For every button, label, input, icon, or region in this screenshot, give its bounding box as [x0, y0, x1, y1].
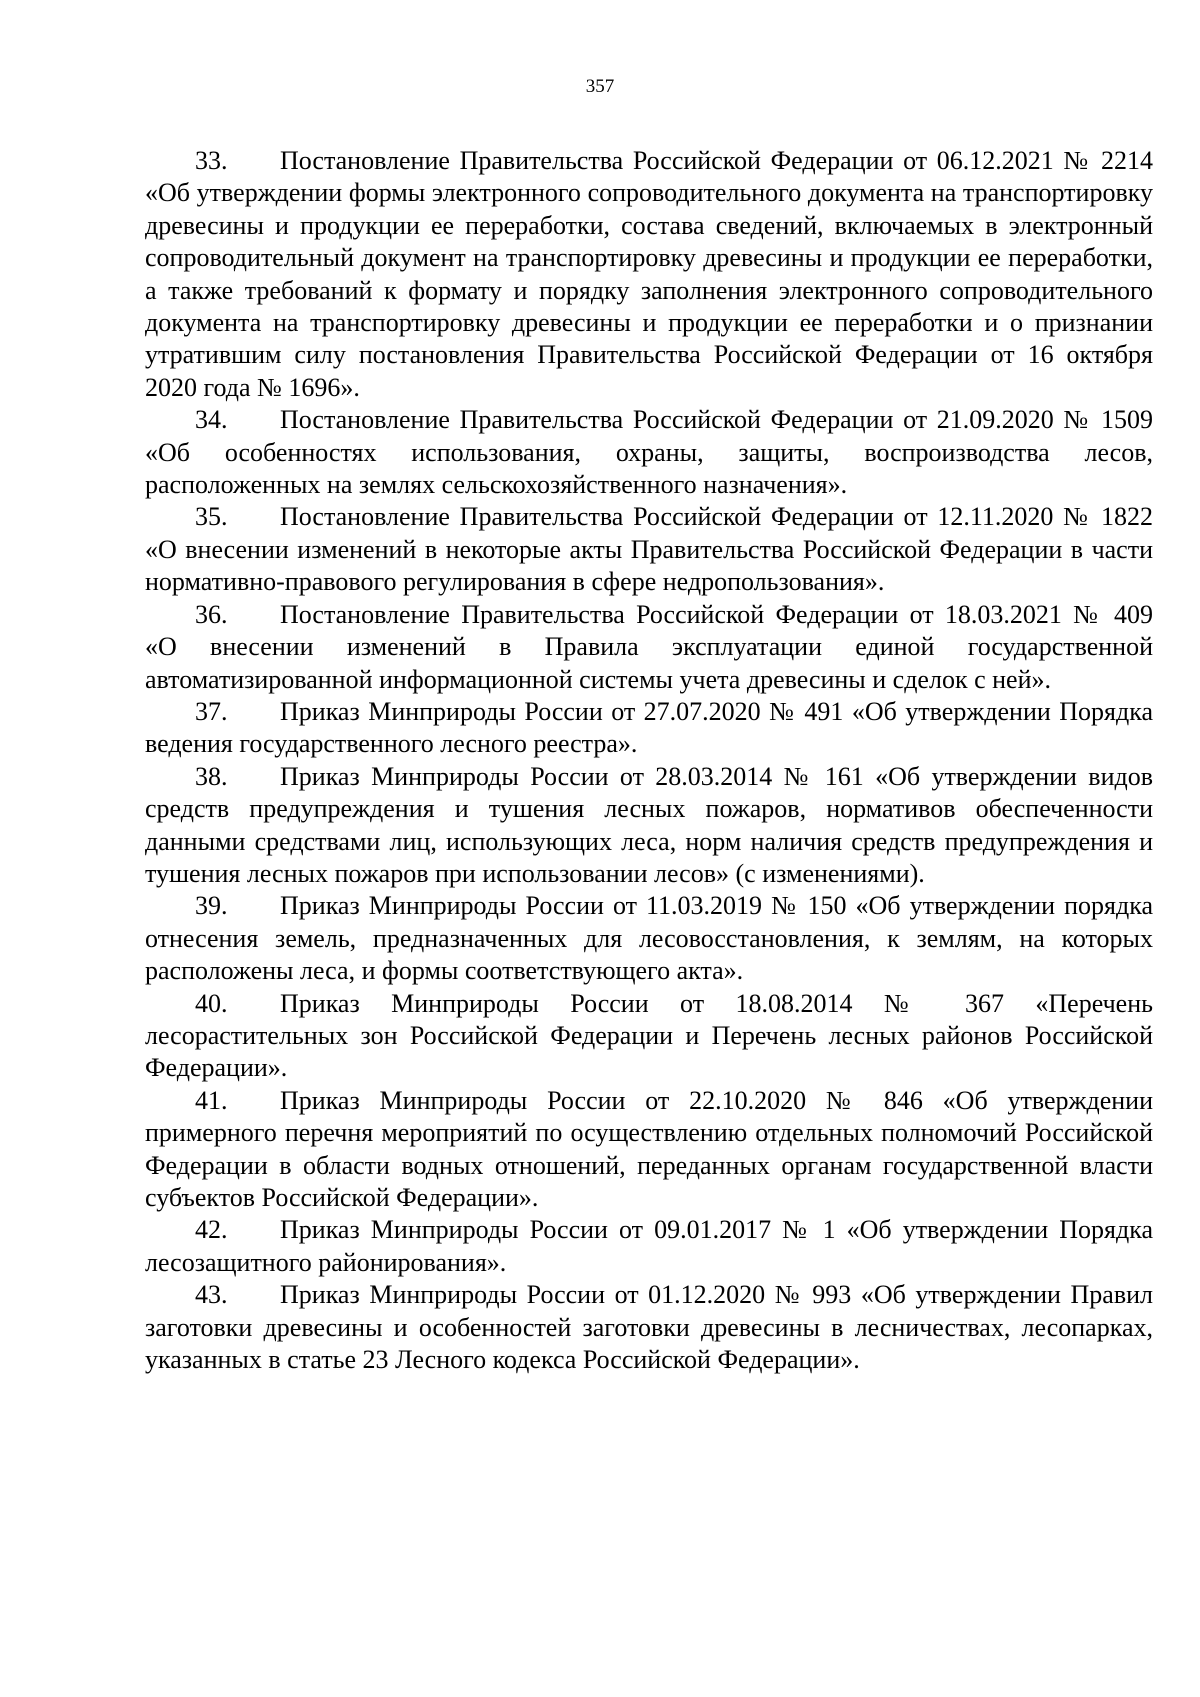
list-item: [145, 145, 1153, 404]
list-item: [145, 501, 1153, 598]
item-text: Постановление Правительства Российской Федерации от 06.12.2021 № 2214 «Об утверждении формы электронного сопроводительного документа на транспортировку древесины и продукции ее переработки, состава сведений, включаемых в электронный сопроводительный документ на транспортировку древесины и продукции ее переработки, а также требований к формату и порядку заполнения электронного сопроводительного документа на транспортировку древесины и продукции ее переработки и о признании утратившим силу постановления Правительства Российской Федерации от 16 октября 2020 года № 1696».: [145, 146, 1153, 402]
item-number: 38.: [195, 761, 228, 791]
list-item: [145, 404, 1153, 501]
item-text: Постановление Правительства Российской Федерации от 18.03.2021 № 409 «О внесении изменений в Правила эксплуатации единой государственной автоматизированной информационной системы учета древесины и сделок с ней».: [145, 599, 1153, 694]
item-number: 36.: [195, 599, 228, 629]
item-number: 39.: [195, 891, 228, 921]
item-text: Приказ Минприроды России от 11.03.2019 № 150 «Об утверждении порядка отнесения земель, предназначенных для лесовосстановления, к землям, на которых расположены леса, и формы соответствующего акта».: [145, 891, 1153, 986]
item-number: 34.: [195, 405, 228, 435]
list-item: [145, 696, 1153, 761]
item-number: 42.: [195, 1215, 228, 1245]
item-number: 33.: [195, 146, 228, 175]
list-item: [145, 988, 1153, 1085]
page-number: 357: [585, 76, 615, 97]
item-text: Приказ Минприроды России от 22.10.2020 № 846 «Об утверждении примерного перечня мероприятий по осуществлению отдельных полномочий Российской Федерации в области водных отношений, переданных органам государственной власти субъектов Российской Федерации».: [145, 1085, 1153, 1212]
list-item: [145, 1279, 1153, 1376]
item-text: Постановление Правительства Российской Федерации от 21.09.2020 № 1509 «Об особенностях использования, охраны, защиты, воспроизводства лесов, расположенных на землях сельскохозяйственного назначения».: [145, 405, 1153, 500]
item-text: Приказ Минприроды России от 09.01.2017 № 1 «Об утверждении Порядка лесозащитного районирования».: [145, 1215, 1153, 1277]
item-number: 37.: [195, 696, 228, 726]
list-item: [145, 599, 1153, 696]
item-text: Приказ Минприроды России от 01.12.2020 № 993 «Об утверждении Правил заготовки древесины и особенностей заготовки древесины в лесничествах, лесопарках, указанных в статье 23 Лесного кодекса Российской Федерации».: [145, 1280, 1153, 1375]
list-item: [145, 890, 1153, 987]
item-number: 35.: [195, 502, 228, 532]
list-item: [145, 761, 1153, 891]
item-number: 40.: [195, 988, 228, 1018]
list-item: [145, 1214, 1153, 1279]
item-text: Приказ Минприроды России от 27.07.2020 № 491 «Об утверждении Порядка ведения государственного лесного реестра».: [145, 696, 1153, 759]
item-text: Приказ Минприроды России от 18.08.2014 № 367 «Перечень лесорастительных зон Российской Федерации и Перечень лесных районов Российской Федерации».: [145, 988, 1153, 1083]
list-item: [145, 1085, 1153, 1215]
item-text: Приказ Минприроды России от 28.03.2014 № 161 «Об утверждении видов средств предупреждения и тушения лесных пожаров, нормативов обеспеченности данными средствами лиц, использующих леса, норм наличия средств предупреждения и тушения лесных пожаров при использовании лесов» (с изменениями).: [145, 761, 1153, 888]
item-number: 41.: [195, 1085, 228, 1115]
item-number: 43.: [195, 1280, 228, 1310]
item-text: Постановление Правительства Российской Федерации от 12.11.2020 № 1822 «О внесении изменений в некоторые акты Правительства Российской Федерации в части нормативно-правового регулирования в сфере недропользования».: [145, 502, 1153, 597]
document-body: [145, 145, 1153, 1376]
